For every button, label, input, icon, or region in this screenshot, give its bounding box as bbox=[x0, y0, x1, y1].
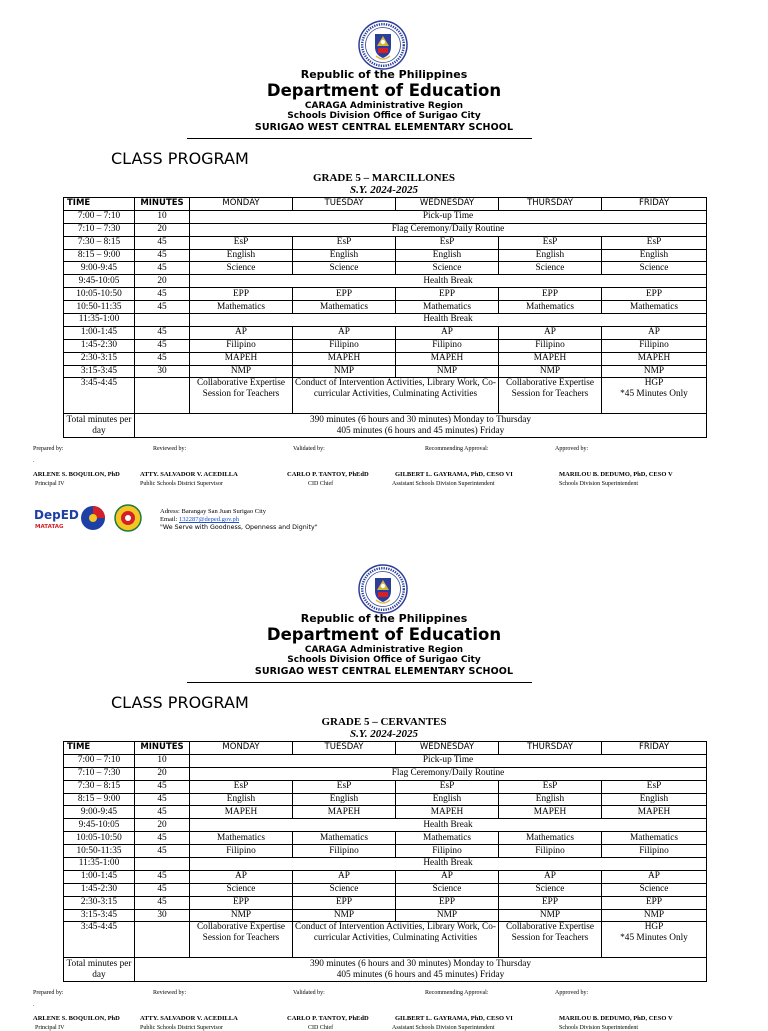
signatory-role: Public Schools District Supervisor bbox=[140, 1025, 223, 1031]
signatory-role: Principal IV bbox=[35, 1025, 65, 1031]
prepared-by-label: Prepared by: bbox=[33, 446, 64, 452]
time-cell: 7:30 – 8:15 bbox=[64, 236, 135, 249]
recommending-approval-label: Recommending Approval: bbox=[425, 446, 489, 452]
table-row bbox=[64, 819, 707, 832]
reviewed-by-label: Reviewed by: bbox=[153, 990, 187, 996]
subject-cell: Mathematics bbox=[293, 832, 396, 845]
subject-cell: AP bbox=[293, 326, 396, 339]
subject-cell: Science bbox=[190, 262, 293, 275]
department-title: Department of Education bbox=[266, 81, 502, 100]
minutes-cell: 10 bbox=[135, 210, 190, 223]
table-header-row bbox=[64, 742, 707, 755]
total-minutes-row bbox=[64, 414, 707, 438]
subject-cell: MAPEH bbox=[190, 806, 293, 819]
column-header: TUESDAY bbox=[293, 198, 396, 211]
table-row bbox=[64, 870, 707, 883]
address-line: Adress: Barangay San Juan Surigao City bbox=[160, 508, 266, 515]
subject-cell: AP bbox=[190, 870, 293, 883]
subject-cell: AP bbox=[293, 870, 396, 883]
subject-cell: EsP bbox=[499, 780, 602, 793]
time-cell: 11:35-1:00 bbox=[64, 858, 135, 871]
grade-section-title: GRADE 5 – MARCILLONES bbox=[312, 172, 456, 184]
subject-cell: Filipino bbox=[190, 339, 293, 352]
hgp-note: *45 Minutes Only bbox=[620, 933, 688, 944]
subject-cell: MAPEH bbox=[293, 806, 396, 819]
intervention-cell: Conduct of Intervention Activities, Library Work, Co-curricular Activities, Culminating Activities bbox=[293, 922, 499, 958]
minutes-cell: 45 bbox=[135, 352, 190, 365]
signatory-name: ARLENE S. BOQUILON, PhD bbox=[33, 1015, 120, 1022]
table-row bbox=[64, 275, 707, 288]
approved-by-label: Approved by: bbox=[555, 990, 589, 996]
time-cell: 9:45-10:05 bbox=[64, 819, 135, 832]
validated-by-label: Validated by: bbox=[293, 446, 325, 452]
class-schedule-table bbox=[63, 741, 707, 982]
subject-cell: EPP bbox=[499, 896, 602, 909]
health-break-cell: Health Break bbox=[190, 275, 707, 288]
subject-cell: English bbox=[396, 249, 499, 262]
time-cell: 3:45-4:45 bbox=[64, 922, 135, 958]
recommending-approval-label: Recommending Approval: bbox=[425, 990, 489, 996]
subject-cell: Science bbox=[293, 883, 396, 896]
school-seal-icon bbox=[115, 505, 141, 531]
signatory-name: CARLO P. TANTOY, PhEdD bbox=[287, 1015, 369, 1022]
table-row bbox=[64, 249, 707, 262]
table-row bbox=[64, 832, 707, 845]
minutes-cell: 45 bbox=[135, 806, 190, 819]
table-row bbox=[64, 883, 707, 896]
signatory-name: MARILOU B. DEDUMO, PhD, CESO V bbox=[559, 1015, 673, 1022]
signatory-role: Schools Division Superintendent bbox=[559, 1025, 638, 1031]
republic-line: Republic of the Philippines bbox=[300, 68, 468, 81]
subject-cell: AP bbox=[396, 870, 499, 883]
table-row bbox=[64, 339, 707, 352]
deped-matatag-logo-icon bbox=[33, 502, 153, 536]
column-header: FRIDAY bbox=[602, 198, 707, 211]
subject-cell: AP bbox=[190, 326, 293, 339]
minutes-cell: 45 bbox=[135, 326, 190, 339]
motto: "We Serve with Goodness, Openness and Dignity" bbox=[160, 524, 318, 531]
minutes-cell: 45 bbox=[135, 883, 190, 896]
table-row bbox=[64, 806, 707, 819]
subject-cell: NMP bbox=[293, 365, 396, 378]
signatory-name: ATTY. SALVADOR V. ACEDILLA bbox=[140, 1015, 238, 1022]
subject-cell: EsP bbox=[396, 780, 499, 793]
time-cell: 2:30-3:15 bbox=[64, 896, 135, 909]
table-row bbox=[64, 896, 707, 909]
subject-cell: AP bbox=[602, 870, 707, 883]
subject-cell: NMP bbox=[190, 365, 293, 378]
subject-cell: EPP bbox=[293, 896, 396, 909]
hgp-note: *45 Minutes Only bbox=[620, 389, 688, 400]
column-header: TIME bbox=[64, 742, 135, 755]
signatory-role: Assistant Schools Division Superintendent bbox=[392, 481, 495, 487]
subject-cell: AP bbox=[602, 326, 707, 339]
column-header: MINUTES bbox=[135, 742, 190, 755]
footer-logos bbox=[33, 502, 153, 536]
minutes-cell: 45 bbox=[135, 339, 190, 352]
subject-cell: EPP bbox=[602, 288, 707, 301]
hgp-label: HGP bbox=[644, 378, 664, 389]
minutes-cell bbox=[135, 314, 190, 327]
time-cell: 1:00-1:45 bbox=[64, 326, 135, 339]
column-header: MONDAY bbox=[190, 742, 293, 755]
hgp-cell bbox=[602, 922, 707, 958]
time-cell: 7:10 – 7:30 bbox=[64, 223, 135, 236]
time-cell: 1:00-1:45 bbox=[64, 870, 135, 883]
total-friday-text: 405 minutes (6 hours and 45 minutes) Friday bbox=[336, 425, 505, 436]
subject-cell: EPP bbox=[190, 288, 293, 301]
table-row bbox=[64, 236, 707, 249]
subject-cell: MAPEH bbox=[602, 806, 707, 819]
subject-cell: NMP bbox=[396, 909, 499, 922]
subject-cell: NMP bbox=[499, 909, 602, 922]
column-header: MONDAY bbox=[190, 198, 293, 211]
subject-cell: Science bbox=[396, 883, 499, 896]
table-row bbox=[64, 301, 707, 314]
school-name: SURIGAO WEST CENTRAL ELEMENTARY SCHOOL bbox=[254, 666, 514, 677]
table-row bbox=[64, 378, 707, 414]
prepared-by-label: Prepared by: bbox=[33, 990, 64, 996]
subject-cell: NMP bbox=[499, 365, 602, 378]
column-header: MINUTES bbox=[135, 198, 190, 211]
time-cell: 9:00-9:45 bbox=[64, 262, 135, 275]
subject-cell: EPP bbox=[499, 288, 602, 301]
subject-cell: MAPEH bbox=[499, 806, 602, 819]
time-cell: 11:35-1:00 bbox=[64, 314, 135, 327]
subject-cell: English bbox=[499, 249, 602, 262]
email-label: Email: bbox=[160, 516, 179, 523]
subject-cell: Science bbox=[499, 883, 602, 896]
time-cell: 9:00-9:45 bbox=[64, 806, 135, 819]
time-cell: 1:45-2:30 bbox=[64, 883, 135, 896]
signatory-name: CARLO P. TANTOY, PhEdD bbox=[287, 471, 369, 478]
subject-cell: EPP bbox=[190, 896, 293, 909]
health-break-cell: Health Break bbox=[190, 819, 707, 832]
subject-cell: NMP bbox=[602, 365, 707, 378]
bagong-pilipinas-icon bbox=[81, 506, 105, 530]
total-minutes-label: Total minutes per day bbox=[64, 958, 135, 982]
minutes-cell: 45 bbox=[135, 262, 190, 275]
footer-contact bbox=[160, 508, 318, 532]
subject-cell: English bbox=[602, 249, 707, 262]
signatory-role: CID Chief bbox=[308, 1025, 334, 1031]
subject-cell: NMP bbox=[293, 909, 396, 922]
minutes-cell bbox=[135, 858, 190, 871]
signatory-name: ARLENE S. BOQUILON, PhD bbox=[33, 471, 120, 478]
department-title: Department of Education bbox=[266, 625, 502, 644]
subject-cell: MAPEH bbox=[396, 806, 499, 819]
signature-dot: . bbox=[33, 1002, 35, 1008]
school-year: S.Y. 2024-2025 bbox=[350, 184, 418, 196]
signatory-name: GILBERT L. GAYRAMA, PhD, CESO VI bbox=[395, 471, 513, 478]
collab-session-cell: Collaborative Expertise Session for Teachers bbox=[499, 378, 602, 414]
email-link[interactable]: 132287@deped.gov.ph bbox=[178, 516, 240, 523]
table-row bbox=[64, 262, 707, 275]
minutes-cell bbox=[135, 378, 190, 414]
email-line bbox=[160, 516, 318, 524]
subject-cell: Mathematics bbox=[602, 301, 707, 314]
minutes-cell: 10 bbox=[135, 754, 190, 767]
minutes-cell: 45 bbox=[135, 288, 190, 301]
minutes-cell: 45 bbox=[135, 236, 190, 249]
time-cell: 10:50-11:35 bbox=[64, 845, 135, 858]
table-row bbox=[64, 922, 707, 958]
table-row bbox=[64, 314, 707, 327]
subject-cell: NMP bbox=[602, 909, 707, 922]
subject-cell: Filipino bbox=[190, 845, 293, 858]
signatory-role: Public Schools District Supervisor bbox=[140, 481, 223, 487]
subject-cell: EsP bbox=[190, 780, 293, 793]
school-year: S.Y. 2024-2025 bbox=[350, 728, 418, 740]
subject-cell: Mathematics bbox=[190, 832, 293, 845]
minutes-cell bbox=[135, 922, 190, 958]
subject-cell: Mathematics bbox=[499, 832, 602, 845]
column-header: TUESDAY bbox=[293, 742, 396, 755]
deped-seal-icon bbox=[358, 564, 408, 614]
subject-cell: AP bbox=[499, 326, 602, 339]
signatory-name: MARILOU B. DEDUMO, PhD, CESO V bbox=[559, 471, 673, 478]
signatory-role: Principal IV bbox=[35, 481, 65, 487]
subject-cell: AP bbox=[499, 870, 602, 883]
total-friday-text: 405 minutes (6 hours and 45 minutes) Friday bbox=[336, 969, 505, 980]
subject-cell: EPP bbox=[396, 896, 499, 909]
table-row bbox=[64, 365, 707, 378]
subject-cell: Mathematics bbox=[396, 832, 499, 845]
table-row bbox=[64, 754, 707, 767]
time-cell: 2:30-3:15 bbox=[64, 352, 135, 365]
minutes-cell: 45 bbox=[135, 793, 190, 806]
page-title: CLASS PROGRAM bbox=[111, 693, 249, 712]
column-header: WEDNESDAY bbox=[396, 742, 499, 755]
time-cell: 7:10 – 7:30 bbox=[64, 767, 135, 780]
minutes-cell: 45 bbox=[135, 832, 190, 845]
subject-cell: EsP bbox=[293, 780, 396, 793]
approved-by-label: Approved by: bbox=[555, 446, 589, 452]
table-row bbox=[64, 288, 707, 301]
subject-cell: NMP bbox=[396, 365, 499, 378]
table-row bbox=[64, 326, 707, 339]
subject-cell: Science bbox=[499, 262, 602, 275]
signatory-role: Schools Division Superintendent bbox=[559, 481, 638, 487]
minutes-cell: 45 bbox=[135, 896, 190, 909]
subject-cell: EsP bbox=[396, 236, 499, 249]
subject-cell: Mathematics bbox=[602, 832, 707, 845]
table-row bbox=[64, 909, 707, 922]
minutes-cell: 30 bbox=[135, 909, 190, 922]
subject-cell: EsP bbox=[190, 236, 293, 249]
time-cell: 3:15-3:45 bbox=[64, 365, 135, 378]
subject-cell: EPP bbox=[396, 288, 499, 301]
subject-cell: EsP bbox=[499, 236, 602, 249]
table-row bbox=[64, 210, 707, 223]
signature-dot: . bbox=[33, 458, 35, 464]
subject-cell: English bbox=[396, 793, 499, 806]
time-cell: 3:45-4:45 bbox=[64, 378, 135, 414]
table-row bbox=[64, 858, 707, 871]
minutes-cell: 30 bbox=[135, 365, 190, 378]
deped-logo-text: DepED bbox=[34, 508, 79, 522]
subject-cell: Science bbox=[602, 883, 707, 896]
validated-by-label: Validated by: bbox=[293, 990, 325, 996]
minutes-cell: 20 bbox=[135, 275, 190, 288]
time-cell: 8:15 – 9:00 bbox=[64, 249, 135, 262]
reviewed-by-label: Reviewed by: bbox=[153, 446, 187, 452]
minutes-cell: 45 bbox=[135, 249, 190, 262]
page-title: CLASS PROGRAM bbox=[111, 149, 249, 168]
region-line: CARAGA Administrative Region bbox=[304, 101, 464, 111]
time-cell: 1:45-2:30 bbox=[64, 339, 135, 352]
subject-cell: English bbox=[293, 793, 396, 806]
flag-ceremony-cell: Flag Ceremony/Daily Routine bbox=[190, 767, 707, 780]
header-divider bbox=[187, 682, 532, 683]
subject-cell: Science bbox=[396, 262, 499, 275]
time-cell: 7:00 – 7:10 bbox=[64, 754, 135, 767]
matatag-logo-text: MATATAG bbox=[35, 524, 64, 530]
subject-cell: AP bbox=[396, 326, 499, 339]
column-header: THURSDAY bbox=[499, 198, 602, 211]
minutes-cell: 45 bbox=[135, 870, 190, 883]
subject-cell: MAPEH bbox=[293, 352, 396, 365]
time-cell: 10:50-11:35 bbox=[64, 301, 135, 314]
signatory-name: GILBERT L. GAYRAMA, PhD, CESO VI bbox=[395, 1015, 513, 1022]
minutes-cell: 45 bbox=[135, 845, 190, 858]
subject-cell: Science bbox=[190, 883, 293, 896]
subject-cell: MAPEH bbox=[190, 352, 293, 365]
pickup-cell: Pick-up Time bbox=[190, 754, 707, 767]
subject-cell: Filipino bbox=[499, 339, 602, 352]
total-minutes-label: Total minutes per day bbox=[64, 414, 135, 438]
subject-cell: English bbox=[293, 249, 396, 262]
subject-cell: EsP bbox=[602, 236, 707, 249]
subject-cell: EPP bbox=[602, 896, 707, 909]
total-minutes-value bbox=[135, 958, 707, 982]
table-row bbox=[64, 767, 707, 780]
republic-line: Republic of the Philippines bbox=[300, 612, 468, 625]
division-line: Schools Division Office of Surigao City bbox=[287, 655, 481, 665]
total-minutes-row bbox=[64, 958, 707, 982]
collab-session-cell: Collaborative Expertise Session for Teachers bbox=[190, 922, 293, 958]
school-name: SURIGAO WEST CENTRAL ELEMENTARY SCHOOL bbox=[254, 122, 514, 133]
collab-session-cell: Collaborative Expertise Session for Teachers bbox=[499, 922, 602, 958]
table-row bbox=[64, 793, 707, 806]
division-line: Schools Division Office of Surigao City bbox=[287, 111, 481, 121]
minutes-cell: 20 bbox=[135, 767, 190, 780]
subject-cell: Science bbox=[293, 262, 396, 275]
subject-cell: MAPEH bbox=[396, 352, 499, 365]
subject-cell: Mathematics bbox=[293, 301, 396, 314]
minutes-cell: 45 bbox=[135, 780, 190, 793]
subject-cell: Filipino bbox=[602, 845, 707, 858]
pickup-cell: Pick-up Time bbox=[190, 210, 707, 223]
column-header: THURSDAY bbox=[499, 742, 602, 755]
hgp-label: HGP bbox=[644, 922, 664, 933]
subject-cell: EsP bbox=[293, 236, 396, 249]
flag-ceremony-cell: Flag Ceremony/Daily Routine bbox=[190, 223, 707, 236]
subject-cell: Filipino bbox=[602, 339, 707, 352]
signatory-role: CID Chief bbox=[308, 481, 334, 487]
total-weekday-text: 390 minutes (6 hours and 30 minutes) Monday to Thursday bbox=[309, 414, 532, 425]
intervention-cell: Conduct of Intervention Activities, Library Work, Co-curricular Activities, Culminating Activities bbox=[293, 378, 499, 414]
table-row bbox=[64, 845, 707, 858]
subject-cell: English bbox=[602, 793, 707, 806]
time-cell: 10:05-10:50 bbox=[64, 288, 135, 301]
subject-cell: English bbox=[499, 793, 602, 806]
subject-cell: EsP bbox=[602, 780, 707, 793]
time-cell: 10:05-10:50 bbox=[64, 832, 135, 845]
time-cell: 3:15-3:45 bbox=[64, 909, 135, 922]
health-break-cell: Health Break bbox=[190, 314, 707, 327]
subject-cell: Filipino bbox=[293, 845, 396, 858]
time-cell: 7:00 – 7:10 bbox=[64, 210, 135, 223]
health-break-cell: Health Break bbox=[190, 858, 707, 871]
time-cell: 9:45-10:05 bbox=[64, 275, 135, 288]
subject-cell: MAPEH bbox=[602, 352, 707, 365]
table-header-row bbox=[64, 198, 707, 211]
deped-seal-icon bbox=[358, 20, 408, 70]
subject-cell: Science bbox=[602, 262, 707, 275]
column-header: WEDNESDAY bbox=[396, 198, 499, 211]
total-minutes-value bbox=[135, 414, 707, 438]
subject-cell: English bbox=[190, 249, 293, 262]
subject-cell: Mathematics bbox=[499, 301, 602, 314]
table-row bbox=[64, 223, 707, 236]
minutes-cell: 20 bbox=[135, 819, 190, 832]
time-cell: 8:15 – 9:00 bbox=[64, 793, 135, 806]
total-weekday-text: 390 minutes (6 hours and 30 minutes) Monday to Thursday bbox=[309, 958, 532, 969]
subject-cell: Filipino bbox=[293, 339, 396, 352]
column-header: TIME bbox=[64, 198, 135, 211]
minutes-cell: 20 bbox=[135, 223, 190, 236]
subject-cell: MAPEH bbox=[499, 352, 602, 365]
subject-cell: Filipino bbox=[499, 845, 602, 858]
subject-cell: English bbox=[190, 793, 293, 806]
hgp-cell bbox=[602, 378, 707, 414]
collab-session-cell: Collaborative Expertise Session for Teachers bbox=[190, 378, 293, 414]
signatory-role: Assistant Schools Division Superintendent bbox=[392, 1025, 495, 1031]
subject-cell: Filipino bbox=[396, 845, 499, 858]
grade-section-title: GRADE 5 – CERVANTES bbox=[321, 716, 447, 728]
subject-cell: EPP bbox=[293, 288, 396, 301]
column-header: FRIDAY bbox=[602, 742, 707, 755]
region-line: CARAGA Administrative Region bbox=[304, 645, 464, 655]
class-schedule-table bbox=[63, 197, 707, 438]
subject-cell: NMP bbox=[190, 909, 293, 922]
subject-cell: Mathematics bbox=[396, 301, 499, 314]
time-cell: 7:30 – 8:15 bbox=[64, 780, 135, 793]
subject-cell: Mathematics bbox=[190, 301, 293, 314]
table-row bbox=[64, 352, 707, 365]
subject-cell: Filipino bbox=[396, 339, 499, 352]
minutes-cell: 45 bbox=[135, 301, 190, 314]
table-row bbox=[64, 780, 707, 793]
signatory-name: ATTY. SALVADOR V. ACEDILLA bbox=[140, 471, 238, 478]
header-divider bbox=[187, 138, 532, 139]
